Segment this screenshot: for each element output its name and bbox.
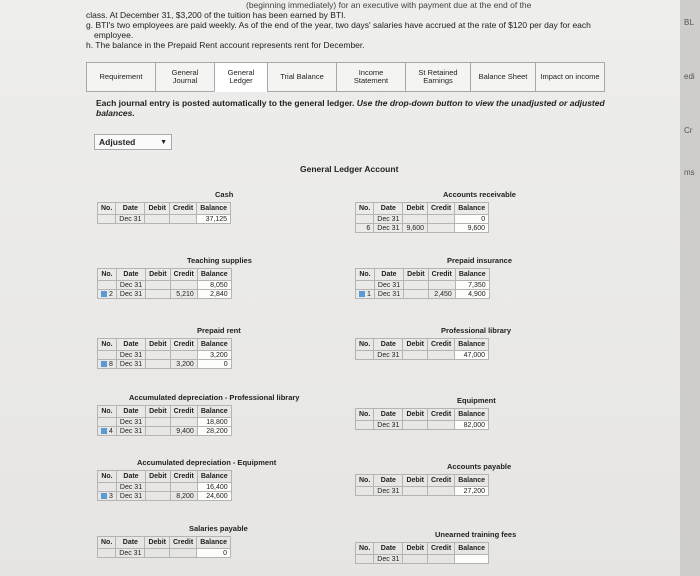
col-no: No. (98, 203, 116, 215)
col-balance: Balance (455, 269, 489, 281)
edge-label: edi (684, 72, 695, 81)
col-credit: Credit (428, 203, 455, 215)
table-row (98, 360, 232, 369)
cell-no (356, 421, 374, 430)
table-row (356, 224, 489, 233)
col-date: Date (116, 406, 145, 418)
cell-debit[interactable] (146, 351, 171, 360)
cell-credit[interactable]: 3,200 (170, 360, 197, 369)
table-row (98, 281, 232, 290)
cell-credit[interactable] (169, 215, 196, 224)
cell-balance: 9,600 (455, 224, 489, 233)
cell-date: Dec 31 (116, 290, 145, 299)
cell-debit[interactable] (403, 487, 428, 496)
tab-requirement[interactable]: Requirement (86, 62, 156, 92)
cell-credit[interactable] (427, 487, 454, 496)
cell-no (98, 290, 117, 299)
cell-no (356, 555, 374, 564)
col-date: Date (116, 269, 145, 281)
entry-number: 4 (109, 427, 113, 435)
cell-balance: 18,800 (197, 418, 231, 427)
dropdown-value: Adjusted (99, 137, 136, 147)
ledger-table (97, 536, 231, 558)
col-date: Date (374, 543, 403, 555)
cell-credit[interactable]: 5,210 (170, 290, 197, 299)
cell-no (356, 351, 374, 360)
cell-no (98, 281, 117, 290)
cell-date: Dec 31 (116, 281, 145, 290)
table-row (356, 281, 490, 290)
cell-debit[interactable] (146, 360, 171, 369)
col-credit: Credit (427, 409, 454, 421)
table-row (356, 555, 489, 564)
cell-date: Dec 31 (374, 487, 403, 496)
account-title: Accumulated depreciation - Professional library (129, 393, 300, 402)
col-no: No. (98, 269, 117, 281)
account-title: Teaching supplies (187, 256, 252, 265)
table-header (356, 409, 489, 421)
adjacent-page-edge (680, 0, 700, 576)
cell-debit[interactable] (146, 483, 171, 492)
cell-balance: 0 (197, 549, 231, 558)
table-row (98, 290, 232, 299)
entry-link-icon[interactable] (101, 428, 107, 434)
cell-no (356, 281, 375, 290)
table-header (356, 203, 489, 215)
entry-link-icon[interactable] (101, 291, 107, 297)
cell-credit[interactable] (428, 224, 455, 233)
cell-balance: 82,000 (455, 421, 489, 430)
col-credit: Credit (427, 475, 454, 487)
instruction-note (96, 98, 636, 118)
cell-balance: 47,000 (455, 351, 489, 360)
cell-balance: 16,400 (197, 483, 231, 492)
cell-debit[interactable] (146, 418, 171, 427)
tab-general-journal[interactable]: General Journal (155, 62, 215, 92)
table-header (98, 471, 232, 483)
col-balance: Balance (197, 203, 231, 215)
ledger-table (355, 338, 489, 360)
col-date: Date (374, 409, 403, 421)
cell-date: Dec 31 (116, 360, 145, 369)
account-title: Prepaid insurance (447, 256, 513, 265)
cell-no (98, 483, 117, 492)
cell-credit[interactable] (428, 281, 455, 290)
ledger-table (97, 405, 232, 436)
cell-date: Dec 31 (374, 215, 403, 224)
col-credit: Credit (428, 269, 455, 281)
col-debit: Debit (146, 406, 171, 418)
table-header (98, 339, 232, 351)
edge-label: ms (684, 168, 695, 177)
problem-line: employee. (94, 30, 134, 40)
cell-balance: 37,125 (197, 215, 231, 224)
table-header (98, 203, 231, 215)
table-row (98, 351, 232, 360)
col-debit: Debit (146, 471, 171, 483)
cell-date: Dec 31 (116, 418, 145, 427)
cell-no (98, 360, 117, 369)
tab-bar (86, 62, 604, 92)
cell-no (356, 290, 375, 299)
cell-debit[interactable] (146, 290, 171, 299)
cell-debit[interactable] (403, 555, 428, 564)
col-date: Date (374, 203, 403, 215)
col-debit: Debit (404, 269, 429, 281)
col-debit: Debit (403, 543, 428, 555)
entry-number: 1 (367, 290, 371, 298)
col-date: Date (116, 471, 145, 483)
cell-balance: 28,200 (197, 427, 231, 436)
col-date: Date (374, 475, 403, 487)
table-row (98, 549, 231, 558)
cell-date: Dec 31 (374, 290, 403, 299)
cell-no (98, 418, 117, 427)
tab-trial-balance[interactable]: Trial Balance (267, 62, 337, 92)
cell-credit[interactable]: 8,200 (170, 492, 197, 501)
ledger-table (97, 470, 232, 501)
cell-date: Dec 31 (116, 549, 145, 558)
cell-no (98, 215, 116, 224)
cell-balance: 0 (197, 360, 231, 369)
col-credit: Credit (170, 339, 197, 351)
col-credit: Credit (170, 406, 197, 418)
col-date: Date (116, 203, 145, 215)
col-debit: Debit (403, 475, 428, 487)
col-debit: Debit (403, 339, 428, 351)
cell-date: Dec 31 (374, 224, 403, 233)
cell-date: Dec 31 (116, 492, 145, 501)
col-debit: Debit (146, 339, 171, 351)
col-balance: Balance (197, 406, 231, 418)
cell-balance: 0 (455, 215, 489, 224)
cell-no: 6 (356, 224, 374, 233)
cell-debit[interactable] (145, 549, 170, 558)
col-no: No. (98, 406, 117, 418)
balance-view-dropdown[interactable] (94, 134, 172, 150)
table-row (98, 483, 232, 492)
cell-debit[interactable] (403, 421, 428, 430)
table-row (356, 215, 489, 224)
cell-no (356, 487, 374, 496)
entry-link-icon[interactable] (101, 361, 107, 367)
col-no: No. (98, 339, 117, 351)
cell-date: Dec 31 (116, 351, 145, 360)
account-title: Salaries payable (189, 524, 248, 533)
chevron-down-icon[interactable]: ▼ (160, 139, 167, 146)
cell-no (98, 492, 117, 501)
tab-general-ledger[interactable]: General Ledger (214, 62, 268, 92)
table-header (98, 269, 232, 281)
entry-number: 3 (109, 492, 113, 500)
cell-balance (455, 555, 489, 564)
account-title: Cash (215, 190, 234, 199)
col-no: No. (356, 409, 374, 421)
col-debit: Debit (145, 537, 170, 549)
cell-balance: 4,900 (455, 290, 489, 299)
col-credit: Credit (170, 471, 197, 483)
col-credit: Credit (170, 269, 197, 281)
cell-debit[interactable] (146, 281, 171, 290)
col-balance: Balance (455, 543, 489, 555)
cell-no (98, 427, 117, 436)
col-no: No. (356, 203, 374, 215)
cell-debit[interactable] (404, 281, 429, 290)
cell-debit[interactable]: 9,600 (403, 224, 428, 233)
cell-balance: 27,200 (455, 487, 489, 496)
cell-credit[interactable]: 9,400 (170, 427, 197, 436)
table-header (356, 543, 489, 555)
cell-credit[interactable] (170, 281, 197, 290)
ledger-table (97, 268, 232, 299)
table-header (356, 269, 490, 281)
cell-credit[interactable] (170, 351, 197, 360)
problem-line: class. At December 31, $3,200 of the tuition has been earned by BTI. (86, 10, 346, 20)
col-balance: Balance (197, 471, 231, 483)
cell-balance: 8,050 (197, 281, 231, 290)
cell-balance: 7,350 (455, 281, 489, 290)
ledger-table (355, 268, 490, 299)
cell-date: Dec 31 (374, 281, 403, 290)
col-date: Date (116, 339, 145, 351)
cell-debit[interactable] (145, 215, 170, 224)
account-title: Equipment (457, 396, 496, 405)
col-balance: Balance (455, 475, 489, 487)
ledger-table (355, 408, 489, 430)
cell-balance: 2,840 (197, 290, 231, 299)
table-header (98, 537, 231, 549)
col-no: No. (98, 537, 116, 549)
col-debit: Debit (403, 203, 428, 215)
cell-date: Dec 31 (116, 483, 145, 492)
problem-line: h. The balance in the Prepaid Rent account represents rent for December. (86, 40, 365, 50)
ledger-table (97, 338, 232, 369)
cell-credit[interactable] (170, 418, 197, 427)
entry-number: 2 (109, 290, 113, 298)
col-balance: Balance (197, 269, 231, 281)
table-header (98, 406, 232, 418)
table-row (356, 421, 489, 430)
general-ledger-title: General Ledger Account (300, 164, 399, 174)
tab-impact-on-income[interactable]: Impact on income (535, 62, 605, 92)
account-title: Professional library (441, 326, 512, 335)
col-debit: Debit (146, 269, 171, 281)
ledger-table (97, 202, 231, 224)
table-header (356, 339, 489, 351)
cell-date: Dec 31 (374, 351, 403, 360)
edge-label: Cr (684, 126, 693, 135)
table-row (356, 351, 489, 360)
problem-line-fragment: (beginning immediately) for an executive with payment due at the end of the (246, 0, 532, 10)
cell-no (98, 549, 116, 558)
cell-credit[interactable] (427, 351, 454, 360)
col-date: Date (374, 269, 403, 281)
col-no: No. (98, 471, 117, 483)
table-row (98, 418, 232, 427)
cell-credit[interactable] (427, 555, 454, 564)
cell-debit[interactable] (404, 290, 429, 299)
table-header (356, 475, 489, 487)
account-title: Prepaid rent (197, 326, 241, 335)
account-title: Accounts payable (447, 462, 512, 471)
cell-credit[interactable] (427, 421, 454, 430)
cell-no (356, 215, 374, 224)
problem-line: g. BTI's two employees are paid weekly. As of the end of the year, two days' salaries have accrued at the rate of $120 per day for each (86, 20, 591, 30)
col-credit: Credit (169, 203, 196, 215)
col-debit: Debit (403, 409, 428, 421)
col-debit: Debit (145, 203, 170, 215)
instruction-emphasis: Use the drop-down button to view the unadjusted or adjusted balances. (96, 98, 605, 118)
col-credit: Credit (427, 339, 454, 351)
col-date: Date (116, 537, 145, 549)
cell-debit[interactable] (403, 351, 428, 360)
col-balance: Balance (455, 203, 489, 215)
cell-balance: 3,200 (197, 351, 231, 360)
tab-retained-earnings[interactable]: St Retained Earnings (405, 62, 471, 92)
col-no: No. (356, 543, 374, 555)
col-no: No. (356, 475, 374, 487)
edge-label: BL (684, 18, 694, 27)
table-row (98, 215, 231, 224)
cell-credit[interactable] (170, 483, 197, 492)
col-date: Date (374, 339, 403, 351)
cell-date: Dec 31 (116, 427, 145, 436)
col-credit: Credit (427, 543, 454, 555)
table-row (356, 290, 490, 299)
entry-link-icon[interactable] (359, 291, 365, 297)
col-credit: Credit (169, 537, 196, 549)
cell-date: Dec 31 (374, 421, 403, 430)
ledger-table (355, 202, 489, 233)
account-title: Accounts receivable (443, 190, 516, 199)
cell-credit[interactable] (428, 215, 455, 224)
cell-credit[interactable] (169, 549, 196, 558)
col-balance: Balance (455, 409, 489, 421)
col-no: No. (356, 269, 375, 281)
instruction-text: Each journal entry is posted automatically to the general ledger. (96, 98, 355, 108)
cell-debit[interactable] (146, 492, 171, 501)
col-balance: Balance (197, 537, 231, 549)
cell-debit[interactable] (403, 215, 428, 224)
account-title: Accumulated depreciation - Equipment (137, 458, 277, 467)
entry-link-icon[interactable] (101, 493, 107, 499)
ledger-table (355, 542, 489, 564)
cell-date: Dec 31 (374, 555, 403, 564)
cell-no (98, 351, 117, 360)
table-row (98, 492, 232, 501)
col-balance: Balance (197, 339, 231, 351)
table-row (356, 487, 489, 496)
entry-number: 8 (109, 360, 113, 368)
account-title: Unearned training fees (435, 530, 517, 539)
tab-income-statement[interactable]: Income Statement (336, 62, 406, 92)
ledger-table (355, 474, 489, 496)
tab-balance-sheet[interactable]: Balance Sheet (470, 62, 536, 92)
problem-text (86, 0, 646, 50)
cell-credit[interactable]: 2,450 (428, 290, 455, 299)
cell-debit[interactable] (146, 427, 171, 436)
col-no: No. (356, 339, 374, 351)
cell-date: Dec 31 (116, 215, 145, 224)
table-row (98, 427, 232, 436)
cell-balance: 24,600 (197, 492, 231, 501)
col-balance: Balance (455, 339, 489, 351)
